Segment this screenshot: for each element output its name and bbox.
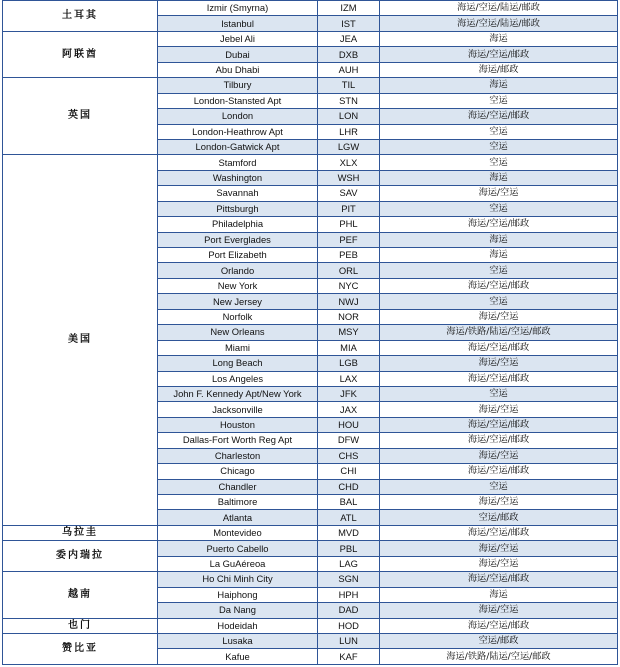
- port-code-cell: PEB: [318, 248, 380, 263]
- port-name-cell: Atlanta: [158, 510, 318, 525]
- transport-modes-cell: 空运: [380, 386, 618, 401]
- port-name-cell: Chandler: [158, 479, 318, 494]
- port-code-cell: IZM: [318, 1, 380, 16]
- port-code-cell: CHD: [318, 479, 380, 494]
- port-code-cell: JEA: [318, 31, 380, 46]
- transport-modes-cell: 空运: [380, 139, 618, 154]
- port-code-cell: PHL: [318, 217, 380, 232]
- table-row: [3, 633, 618, 648]
- port-code-cell: IST: [318, 16, 380, 31]
- country-cell: 乌拉圭: [3, 525, 158, 540]
- table-row: [3, 155, 618, 170]
- transport-modes-cell: 空运/邮政: [380, 510, 618, 525]
- transport-modes-cell: 空运: [380, 93, 618, 108]
- port-code-cell: HOU: [318, 417, 380, 432]
- port-code-cell: PEF: [318, 232, 380, 247]
- port-code-cell: CHS: [318, 448, 380, 463]
- transport-modes-cell: 海运/空运: [380, 356, 618, 371]
- port-code-cell: MVD: [318, 525, 380, 540]
- port-name-cell: Izmir (Smyrna): [158, 1, 318, 16]
- port-name-cell: Charleston: [158, 448, 318, 463]
- port-code-cell: PIT: [318, 201, 380, 216]
- transport-modes-cell: 海运/空运/邮政: [380, 109, 618, 124]
- table-row: [3, 1, 618, 16]
- port-code-cell: STN: [318, 93, 380, 108]
- transport-modes-cell: 空运: [380, 155, 618, 170]
- port-name-cell: Savannah: [158, 186, 318, 201]
- port-name-cell: Chicago: [158, 464, 318, 479]
- port-name-cell: Puerto Cabello: [158, 541, 318, 556]
- port-code-cell: TIL: [318, 78, 380, 93]
- port-code-cell: ORL: [318, 263, 380, 278]
- transport-modes-cell: 海运/空运: [380, 495, 618, 510]
- port-code-cell: HOD: [318, 618, 380, 633]
- port-name-cell: Port Everglades: [158, 232, 318, 247]
- transport-modes-cell: 海运/铁路/陆运/空运/邮政: [380, 649, 618, 664]
- transport-modes-cell: 海运: [380, 248, 618, 263]
- country-cell: 也门: [3, 618, 158, 633]
- port-code-cell: LHR: [318, 124, 380, 139]
- port-name-cell: Los Angeles: [158, 371, 318, 386]
- transport-modes-cell: 海运/空运/邮政: [380, 417, 618, 432]
- port-name-cell: New Orleans: [158, 325, 318, 340]
- port-code-cell: WSH: [318, 170, 380, 185]
- port-name-cell: La GuAéreoa: [158, 556, 318, 571]
- port-name-cell: London-Gatwick Apt: [158, 139, 318, 154]
- port-code-cell: HPH: [318, 587, 380, 602]
- port-code-cell: DFW: [318, 433, 380, 448]
- port-name-cell: Miami: [158, 340, 318, 355]
- port-name-cell: Long Beach: [158, 356, 318, 371]
- table-row: [3, 618, 618, 633]
- port-name-cell: Stamford: [158, 155, 318, 170]
- port-code-cell: LUN: [318, 633, 380, 648]
- transport-modes-cell: 海运/空运: [380, 541, 618, 556]
- port-name-cell: New York: [158, 278, 318, 293]
- transport-modes-cell: 海运/空运: [380, 309, 618, 324]
- port-code-cell: LAG: [318, 556, 380, 571]
- port-code-cell: MSY: [318, 325, 380, 340]
- transport-modes-cell: 海运: [380, 232, 618, 247]
- transport-modes-cell: 空运: [380, 294, 618, 309]
- table-row: [3, 31, 618, 46]
- transport-modes-cell: 海运/空运/邮政: [380, 217, 618, 232]
- port-name-cell: Orlando: [158, 263, 318, 278]
- table-row: [3, 78, 618, 93]
- port-name-cell: Da Nang: [158, 603, 318, 618]
- port-name-cell: Istanbul: [158, 16, 318, 31]
- transport-modes-cell: 海运/空运/邮政: [380, 464, 618, 479]
- port-name-cell: New Jersey: [158, 294, 318, 309]
- port-name-cell: Dubai: [158, 47, 318, 62]
- port-name-cell: London: [158, 109, 318, 124]
- transport-modes-cell: 海运/铁路/陆运/空运/邮政: [380, 325, 618, 340]
- country-cell: 土耳其: [3, 1, 158, 32]
- port-code-cell: NWJ: [318, 294, 380, 309]
- port-name-cell: Tilbury: [158, 78, 318, 93]
- port-code-cell: JAX: [318, 402, 380, 417]
- port-name-cell: Montevideo: [158, 525, 318, 540]
- port-code-table: [2, 0, 618, 665]
- country-cell: 委内瑞拉: [3, 541, 158, 572]
- port-name-cell: Port Elizabeth: [158, 248, 318, 263]
- port-code-cell: LGW: [318, 139, 380, 154]
- port-code-cell: CHI: [318, 464, 380, 479]
- country-cell: 美国: [3, 155, 158, 526]
- port-name-cell: Hodeidah: [158, 618, 318, 633]
- port-code-cell: DXB: [318, 47, 380, 62]
- country-cell: 越南: [3, 572, 158, 618]
- port-code-cell: PBL: [318, 541, 380, 556]
- port-name-cell: Baltimore: [158, 495, 318, 510]
- port-name-cell: London-Heathrow Apt: [158, 124, 318, 139]
- port-name-cell: Lusaka: [158, 633, 318, 648]
- table-row: [3, 541, 618, 556]
- transport-modes-cell: 海运: [380, 587, 618, 602]
- transport-modes-cell: 海运/空运/邮政: [380, 278, 618, 293]
- transport-modes-cell: 海运/空运: [380, 186, 618, 201]
- transport-modes-cell: 海运/空运: [380, 603, 618, 618]
- port-name-cell: Washington: [158, 170, 318, 185]
- port-code-cell: AUH: [318, 62, 380, 77]
- port-name-cell: John F. Kennedy Apt/New York: [158, 386, 318, 401]
- port-code-cell: LAX: [318, 371, 380, 386]
- port-name-cell: Philadelphia: [158, 217, 318, 232]
- port-code-cell: XLX: [318, 155, 380, 170]
- transport-modes-cell: 海运/空运/邮政: [380, 572, 618, 587]
- transport-modes-cell: 海运/空运/邮政: [380, 47, 618, 62]
- port-name-cell: Dallas-Fort Worth Reg Apt: [158, 433, 318, 448]
- transport-modes-cell: 海运/空运/陆运/邮政: [380, 16, 618, 31]
- port-code-cell: MIA: [318, 340, 380, 355]
- country-cell: 赞比亚: [3, 633, 158, 664]
- transport-modes-cell: 海运/邮政: [380, 62, 618, 77]
- table-row: [3, 525, 618, 540]
- port-name-cell: Jacksonville: [158, 402, 318, 417]
- port-name-cell: Jebel Ali: [158, 31, 318, 46]
- transport-modes-cell: 海运/空运/邮政: [380, 525, 618, 540]
- port-code-cell: ATL: [318, 510, 380, 525]
- port-code-cell: SAV: [318, 186, 380, 201]
- country-cell: 英国: [3, 78, 158, 155]
- table-row: [3, 572, 618, 587]
- port-name-cell: Pittsburgh: [158, 201, 318, 216]
- port-table-body: [3, 1, 618, 665]
- transport-modes-cell: 空运: [380, 124, 618, 139]
- port-code-cell: NYC: [318, 278, 380, 293]
- transport-modes-cell: 空运: [380, 201, 618, 216]
- transport-modes-cell: 海运: [380, 78, 618, 93]
- port-code-cell: DAD: [318, 603, 380, 618]
- port-code-cell: KAF: [318, 649, 380, 664]
- port-code-cell: NOR: [318, 309, 380, 324]
- port-code-cell: LON: [318, 109, 380, 124]
- transport-modes-cell: 空运: [380, 263, 618, 278]
- transport-modes-cell: 空运: [380, 479, 618, 494]
- transport-modes-cell: 海运/空运: [380, 556, 618, 571]
- transport-modes-cell: 海运: [380, 31, 618, 46]
- transport-modes-cell: 空运/邮政: [380, 633, 618, 648]
- port-code-cell: JFK: [318, 386, 380, 401]
- country-cell: 阿联酋: [3, 31, 158, 77]
- port-name-cell: Abu Dhabi: [158, 62, 318, 77]
- transport-modes-cell: 海运/空运/邮政: [380, 618, 618, 633]
- transport-modes-cell: 海运: [380, 170, 618, 185]
- port-name-cell: Norfolk: [158, 309, 318, 324]
- transport-modes-cell: 海运/空运: [380, 448, 618, 463]
- port-name-cell: Haiphong: [158, 587, 318, 602]
- port-name-cell: Ho Chi Minh City: [158, 572, 318, 587]
- transport-modes-cell: 海运/空运/邮政: [380, 433, 618, 448]
- transport-modes-cell: 海运/空运/陆运/邮政: [380, 1, 618, 16]
- transport-modes-cell: 海运/空运: [380, 402, 618, 417]
- transport-modes-cell: 海运/空运/邮政: [380, 371, 618, 386]
- port-name-cell: Houston: [158, 417, 318, 432]
- port-name-cell: Kafue: [158, 649, 318, 664]
- transport-modes-cell: 海运/空运/邮政: [380, 340, 618, 355]
- port-code-cell: SGN: [318, 572, 380, 587]
- port-name-cell: London-Stansted Apt: [158, 93, 318, 108]
- port-code-cell: BAL: [318, 495, 380, 510]
- port-code-cell: LGB: [318, 356, 380, 371]
